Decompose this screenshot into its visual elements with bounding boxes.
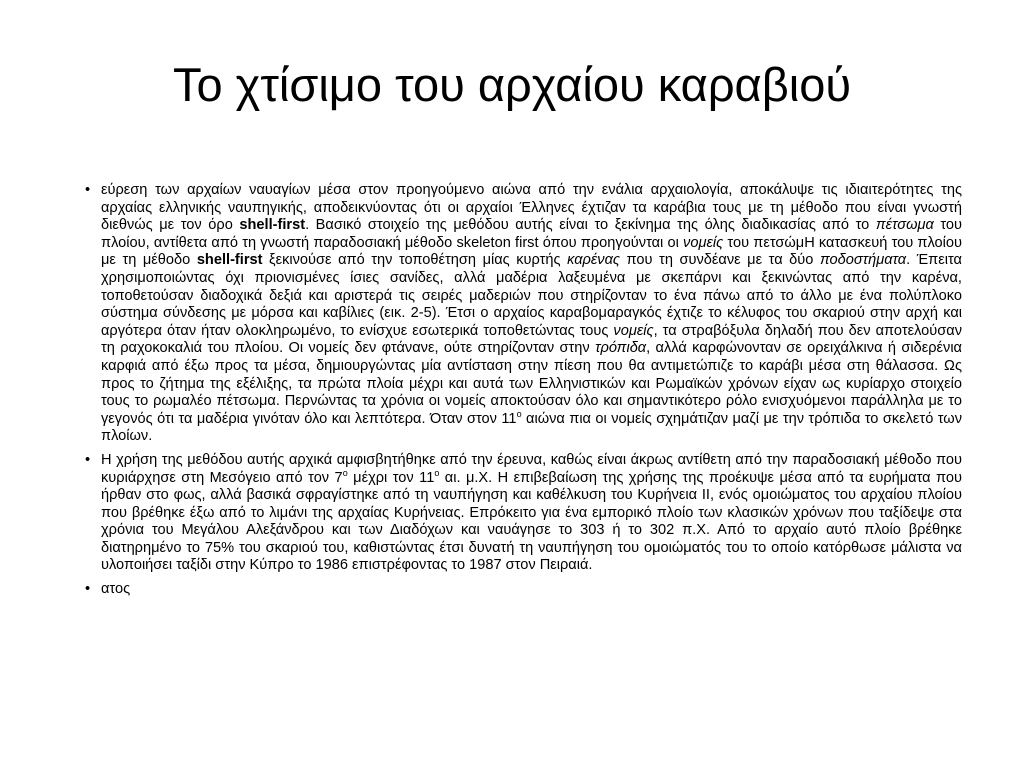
bullet-text-run: που τη συνδέανε με τα δύο bbox=[620, 252, 820, 269]
bullet-text-run: . Έπειτα χρησιμοποιώντας όχι πριονισμένες ίσιες σανίδες, αλλά μαδέρια λαξευμένα με σκεπάρνι και ξεκινώντας από την καρένα, τοποθετούσαν διαδοχικά δεξιά και αριστερά τις σειρές μαδεριών που στηρίζονταν το ένα πάνω από το άλλο με ένα πολύπλοκο σύστημα σύνδεσης με μόρσα και καβίλιες (εικ. 2-5). Έτσι ο αρχαίος καραβομαραγκός έχτιζε το κέλυφος του σκαριού στην αρχή και αργότερα όταν ήταν ολοκληρωμένο, το ενίσχυε εσωτερικά τοποθετώντας τους bbox=[101, 252, 962, 339]
bullet-text-run: ο bbox=[342, 467, 348, 478]
bullet-text-run: του πλοίου, αντίθετα από τη γνωστή παραδοσιακή μέθοδο skeleton first όπου προηγούνται οι bbox=[101, 217, 962, 251]
bullet-text-run: ο bbox=[434, 467, 440, 478]
bullet-text-run: shell-first bbox=[239, 217, 306, 234]
bullet-item bbox=[86, 452, 962, 575]
bullet-text-run: αι. μ.Χ. Η επιβεβαίωση της χρήσης της προέκυψε μέσα από τα ευρήματα που ήρθαν στο φως, αλλά βασικά σφραγίστηκε από τη ναυπήγηση και καθέλκυση του Κυρήνεια ΙΙ, ενός ομοιώματος του αρχαίου πλοίου που βρέθηκε έξω από το λιμάνι της αρχαίας Κυρήνειας. Επρόκειτο για ένα εμπορικό πλοίο των κλασικών χρόνων που ταξίδεψε στα χρόνια του Μεγάλου Αλεξάνδρου και των Διαδόχων και ναυάγησε το 303 ή το 302 π.Χ. Από το αρχαίο αυτό πλοίο βρέθηκε διατηρημένο το 75% του σκαριού του, καθιστώντας έτσι δυνατή τη ναυπήγηση του ομοιώματός του το οποίο κατόρθωσε μάλιστα να υλοποιήσει ταξίδι στην Κύπρο το 1986 επιστρέφοντας το 1987 στον Πειραιά. bbox=[101, 469, 963, 574]
bullet-marker: • bbox=[85, 581, 91, 598]
bullet-text-run: του πετσώμΗ κατασκευή του πλοίου με τη μέθοδο bbox=[101, 234, 963, 269]
bullet-text-run: . Βασικό στοιχείο της μεθόδου αυτής είναι το ξεκίνημα της όλης διαδικασίας από το bbox=[305, 217, 876, 234]
bullet-text-run: μέχρι τον 11 bbox=[347, 469, 435, 486]
bullet-text-run: εύρεση των αρχαίων ναυαγίων μέσα στον προηγούμενο αιώνα από την ενάλια αρχαιολογία, αποκάλυψε τις ιδιαιτερότητες της αρχαίας ελληνικής ναυπηγικής, αποδεικνύοντας ότι οι αρχαίοι Έλληνες έχτιζαν τα καράβια τους με τη μέθοδο που είναι γνωστή διεθνώς με τον όρο bbox=[101, 182, 962, 234]
bullet-text-run: , αλλά καρφώνονταν σε ορειχάλκινα ή σιδερένια καρφιά από έξω προς τα μέσα, δημιουργώντας μία αντίσταση στην πίεση που θα αντιμετώπιζε το καράβι μέσα στη θάλασσα. Ως προς το ζήτημα της εξέλιξης, τα πρώτα πλοία μέχρι και αυτά των Ελληνιστικών και Ρωμαϊκών χρόνων είχαν ως κυρίαρχο στοιχείο τους το ρωμαλέο πέτσωμα. Περνώντας τα χρόνια οι νομείς αποκτούσαν όλο και σημαντικότερο ρόλο ενισχυόμενοι παράλληλα με το γεγονός ότι τα μαδέρια γινόταν όλο και λεπτότερα. Όταν στον 11 bbox=[101, 340, 962, 427]
bullet-text-run: πέτσωμα bbox=[875, 217, 934, 234]
bullet-text-run: ποδοστήματα bbox=[819, 252, 907, 269]
bullet-text-run: ατος bbox=[101, 581, 131, 598]
bullet-text-run: νομείς bbox=[683, 234, 724, 251]
bullet-marker: • bbox=[85, 451, 91, 468]
bullet-text-run: καρένας bbox=[567, 252, 621, 269]
bullet-text-run: ο bbox=[516, 408, 522, 419]
bullet-text-run: ξεκινούσε από την τοποθέτηση μίας κυρτής bbox=[262, 252, 568, 269]
bullet-item bbox=[86, 581, 962, 599]
bullet-marker: • bbox=[85, 182, 91, 198]
bullet-text-run: Η χρήση της μεθόδου αυτής αρχικά αμφισβητήθηκε από την έρευνα, καθώς είναι άκρως αντίθετη από την παραδοσιακή μέθοδο που κυριάρχησε στη Μεσόγειο από τον 7 bbox=[101, 451, 962, 486]
slide-title: Το χτίσιμο του αρχαίου καραβιού bbox=[172, 58, 852, 111]
bullet-text-run: shell-first bbox=[196, 252, 263, 269]
bullet-text-run: , τα στραβόξυλα δηλαδή που δεν αποτελούσαν τη ραχοκοκαλιά του πλοίου. Οι νομείς δεν φτάνανε, ούτε στηρίζονταν στην bbox=[101, 322, 962, 357]
bullet-list bbox=[86, 182, 962, 605]
bullet-text-run: αιώνα πια οι νομείς σχημάτιζαν μαζί με την τρόπιδα το σκελετό των πλοίων. bbox=[101, 410, 962, 445]
bullet-text-run: νομείς bbox=[613, 322, 654, 339]
bullet-item bbox=[86, 182, 962, 446]
bullet-text-run: τρόπιδα bbox=[595, 340, 647, 357]
